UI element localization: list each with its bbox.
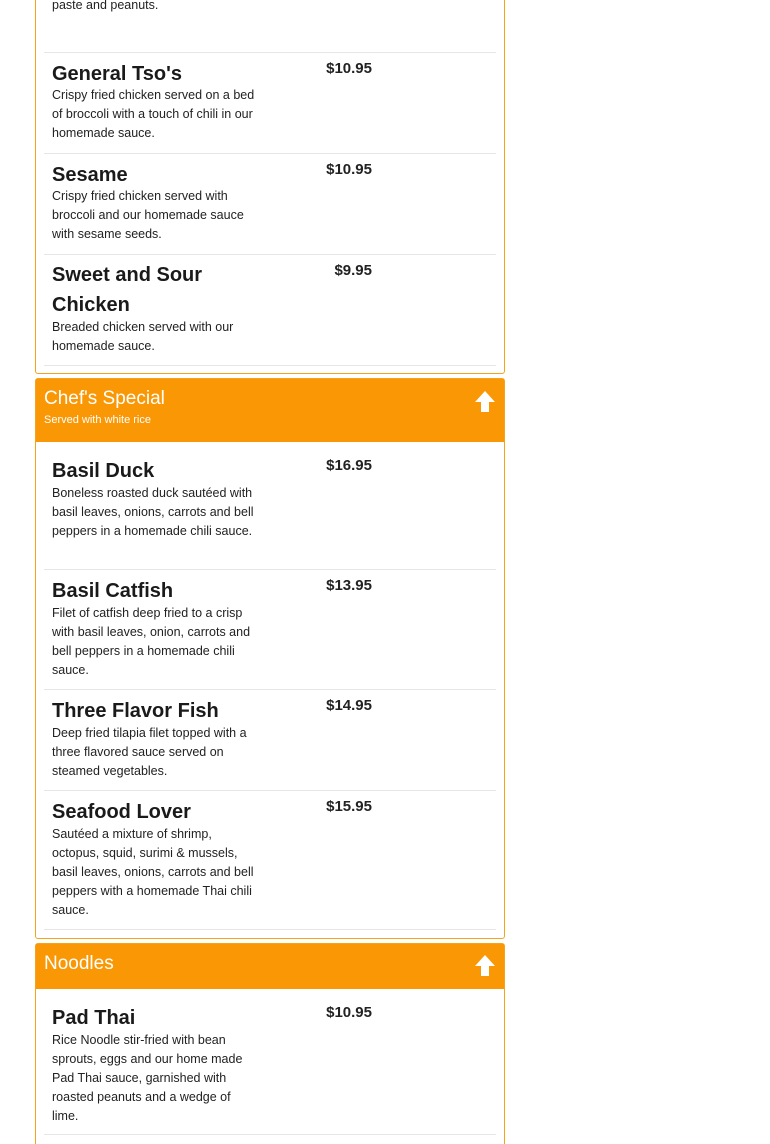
item-price: $10.95 [326, 1004, 372, 1021]
item-price: $10.95 [326, 60, 372, 77]
item-description: Sautéed a mixture of shrimp, octopus, squid, surimi & mussels, basil leaves, onions, carrots and bell peppers with a homemade Thai chili sauce. [52, 827, 254, 917]
section-header[interactable] [36, 379, 504, 442]
section-title: Noodles [44, 953, 114, 974]
section-subtitle: Served with white rice [44, 414, 151, 426]
item-name: Basil Catfish [52, 580, 174, 602]
menu-section-noodles [35, 943, 505, 1144]
item-price: $10.95 [326, 161, 372, 178]
item-description: Boneless roasted duck sautéed with basil leaves, onions, carrots and bell peppers in a homemade chili sauce. [52, 486, 254, 538]
item-name: Three Flavor Fish [52, 700, 219, 722]
menu-item [44, 791, 496, 930]
menu-item [44, 570, 496, 690]
item-price: $9.95 [334, 262, 372, 279]
menu-item [44, 154, 496, 255]
arrow-up-icon[interactable] [474, 390, 496, 414]
item-name: Sweet and Sour Chicken [52, 264, 203, 316]
menu-item [44, 53, 496, 154]
menu-item [44, 450, 496, 570]
item-price: $16.95 [326, 457, 372, 474]
item-name: General Tso's [52, 63, 182, 85]
item-price: $14.95 [326, 697, 372, 714]
menu-section-chefs-special [35, 378, 505, 939]
item-description: Crispy fried chicken served with broccoli and our homemade sauce with sesame seeds. [52, 189, 244, 241]
item-price: $15.95 [326, 798, 372, 815]
arrow-up-icon[interactable] [474, 954, 496, 978]
item-name: Pad Thai [52, 1007, 136, 1029]
item-name: Basil Duck [52, 460, 155, 482]
item-description: Breaded chicken served with our homemade sauce. [52, 320, 234, 353]
menu-item [44, 255, 496, 366]
menu-section-chicken [35, 0, 505, 374]
item-price: $13.95 [326, 577, 372, 594]
menu-item [44, 690, 496, 791]
item-description: Deep fried tilapia filet topped with a three flavored sauce served on steamed vegetables. [52, 726, 247, 778]
section-header[interactable] [36, 944, 504, 989]
menu-item [44, 997, 496, 1135]
item-description: Crispy fried chicken served on a bed of broccoli with a touch of chili in our homemade sauce. [52, 88, 255, 140]
section-title: Chef's Special [44, 388, 165, 409]
item-description: paste and peanuts. [52, 0, 159, 12]
item-name: Sesame [52, 164, 128, 186]
item-description: Rice Noodle stir-fried with bean sprouts, eggs and our home made Pad Thai sauce, garnished with roasted peanuts and a wedge of lime. [52, 1033, 243, 1123]
item-name: Seafood Lover [52, 801, 191, 823]
menu-item [44, 0, 496, 53]
item-description: Filet of catfish deep fried to a crisp with basil leaves, onion, carrots and bell peppers in a homemade chili sauce. [52, 606, 251, 677]
